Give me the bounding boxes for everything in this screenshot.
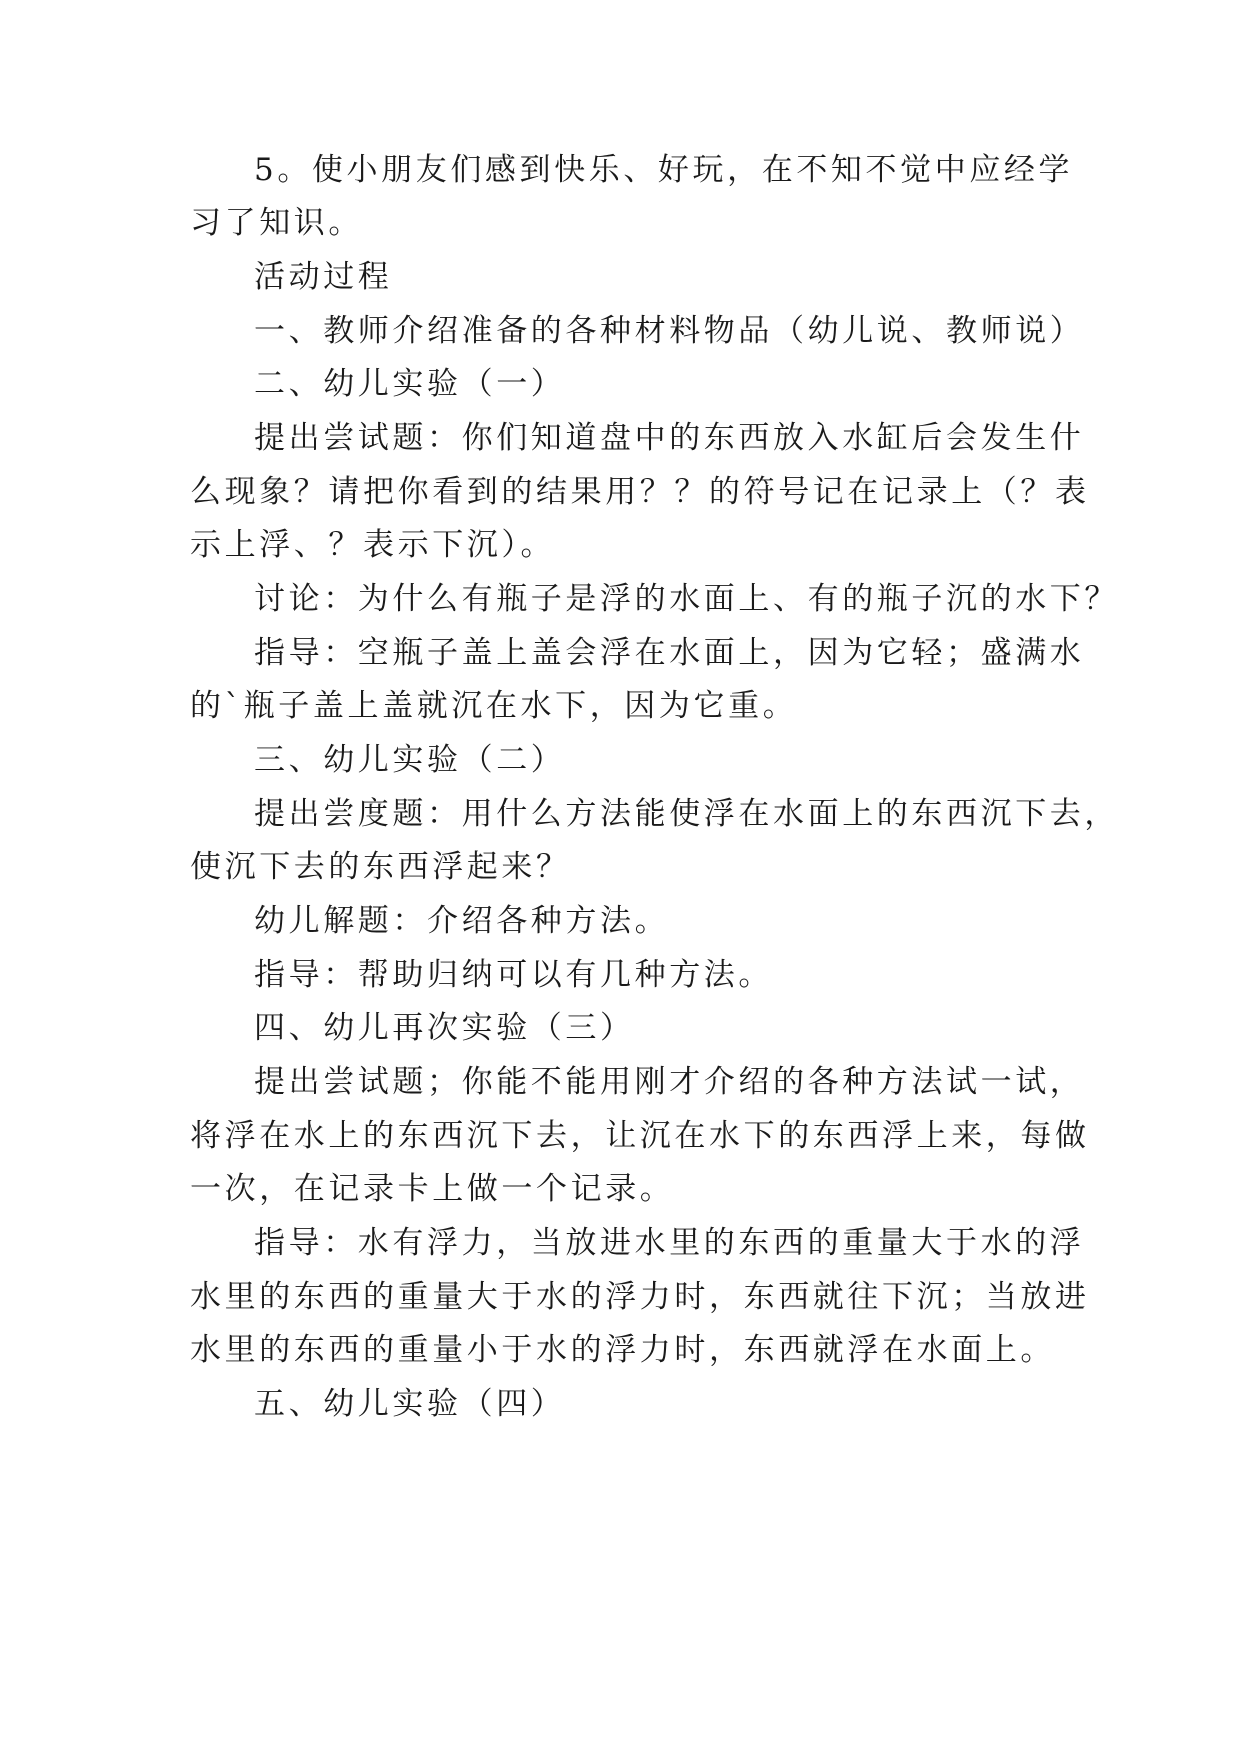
paragraph-line: 习了知识。 [190,205,363,241]
paragraph-line: 指导：空瓶子盖上盖会浮在水面上，因为它轻；盛满水 [254,635,1085,671]
section-heading: 三、幼儿实验（二） [254,742,566,778]
paragraph-line: 提出尝试题：你们知道盘中的东西放入水缸后会发生什 [254,420,1085,456]
section-heading: 四、幼儿再次实验（三） [254,1010,635,1046]
paragraph-line: 的`瓶子盖上盖就沉在水下，因为它重。 [190,688,798,724]
paragraph-line: 么现象？请把你看到的结果用？？的符号记在记录上（？表 [190,474,1090,510]
paragraph-line: 一次，在记录卡上做一个记录。 [190,1171,675,1207]
paragraph-line: 指导：帮助归纳可以有几种方法。 [254,957,773,993]
section-heading: 活动过程 [254,259,393,295]
section-heading: 二、幼儿实验（一） [254,366,566,402]
paragraph-line: 提出尝试题；你能不能用刚才介绍的各种方法试一试， [254,1064,1085,1100]
paragraph-line: 5。使小朋友们感到快乐、好玩，在不知不觉中应经学 [254,152,1074,188]
paragraph-line: 指导：水有浮力，当放进水里的东西的重量大于水的浮 [254,1225,1085,1261]
section-heading: 一、教师介绍准备的各种材料物品（幼儿说、教师说） [254,313,1085,349]
paragraph-line: 水里的东西的重量小于水的浮力时，东西就浮在水面上。 [190,1332,1055,1368]
paragraph-line: 提出尝度题：用什么方法能使浮在水面上的东西沉下去， [254,796,1119,832]
paragraph-line: 使沉下去的东西浮起来？ [190,849,571,885]
paragraph-line: 幼儿解题：介绍各种方法。 [254,903,670,939]
paragraph-line: 讨论：为什么有瓶子是浮的水面上、有的瓶子沉的水下？ [254,581,1119,617]
paragraph-line: 示上浮、？表示下沉）。 [190,527,556,563]
paragraph-line: 将浮在水上的东西沉下去，让沉在水下的东西浮上来，每做 [190,1118,1090,1154]
section-heading: 五、幼儿实验（四） [254,1386,566,1422]
paragraph-line: 水里的东西的重量大于水的浮力时，东西就往下沉；当放进 [190,1279,1090,1315]
